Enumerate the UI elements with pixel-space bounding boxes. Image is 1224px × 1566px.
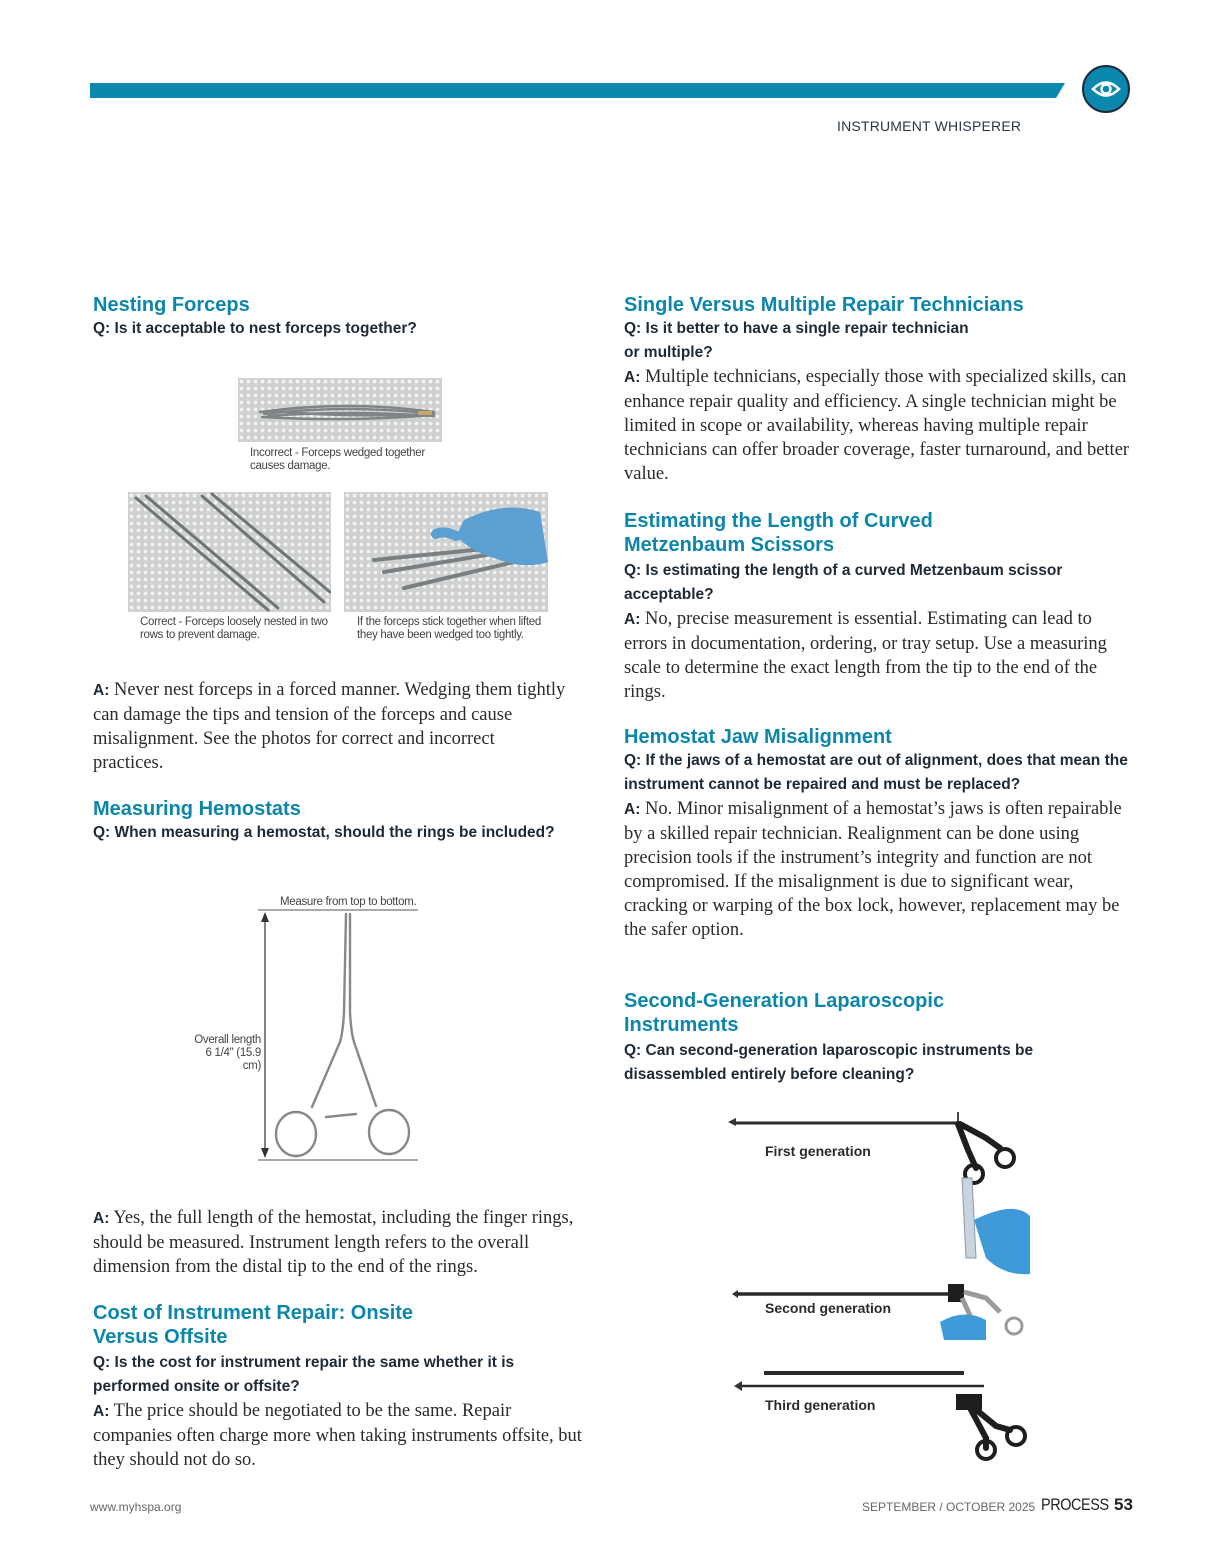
page-number: 53 (1114, 1495, 1133, 1514)
laparoscopic-title-line1: Second-Generation Laparoscopic (624, 990, 945, 1012)
cost-title-line2: Versus Offsite (93, 1326, 228, 1348)
metzenbaum-title-line1: Estimating the Length of Curved (624, 510, 933, 532)
first-generation-label: First generation (765, 1143, 871, 1159)
overall-length-value: 6 1/4" (15.9 cm) (205, 1047, 261, 1072)
eye-icon (1082, 65, 1130, 113)
caption-stick-line1: If the forceps stick together when lifted (357, 616, 541, 628)
technicians-question-line2: or multiple? (624, 344, 713, 361)
cost-question: Q: Is the cost for instrument repair the same whether it is performed onsite or offsite? (93, 1354, 515, 1395)
nesting-question: Q: Is it acceptable to nest forceps together? (93, 320, 417, 337)
overall-length-label: Overall length (194, 1034, 261, 1046)
laparoscopic-question: Q: Can second-generation laparoscopic instruments be disassembled entirely before cleaning? (624, 1042, 1034, 1083)
measure-top-label: Measure from top to bottom. (280, 896, 417, 908)
third-generation-label: Third generation (765, 1397, 876, 1413)
metzenbaum-title-line2: Metzenbaum Scissors (624, 534, 835, 556)
metzenbaum-answer: A: No, precise measurement is essential. Estimating can lead to errors in documentation, ordering, or tray setup. Use a measuring scale to determine the exact length from the tip to the end of the rings. (624, 609, 1107, 702)
technicians-question-line1: Q: Is it better to have a single repair technician (624, 320, 969, 337)
caption-incorrect-line1: Incorrect - Forceps wedged together (250, 447, 425, 459)
footer-magazine: PROCESS (1041, 1495, 1109, 1514)
measuring-question: Q: When measuring a hemostat, should the rings be included? (93, 824, 555, 841)
third-generation-instrument (734, 1373, 1025, 1459)
laparoscopic-generations-figure (724, 1108, 1044, 1470)
header-bar (90, 83, 1065, 98)
misalignment-title: Hemostat Jaw Misalignment (624, 726, 892, 748)
footer-url: www.myhspa.org (90, 1500, 182, 1514)
measuring-answer: A: Yes, the full length of the hemostat, including the finger rings, should be measured. Instrument length refers to the overall dimension from the distal tip to the end of the rings. (93, 1208, 574, 1277)
caption-correct-line1: Correct - Forceps loosely nested in two (140, 616, 328, 628)
technicians-answer: A: Multiple technicians, especially those with specialized skills, can enhance repair quality and efficiency. A single technician might be limited in scope or availability, whereas having multiple repair technicians can offer broader coverage, faster turnaround, and better value. (624, 367, 1130, 484)
laparoscopic-title-line2: Instruments (624, 1014, 739, 1036)
nesting-answer: A: Never nest forceps in a forced manner. Wedging them tightly can damage the tips and tension of the forceps and cause misalignment. See the photos for correct and incorrect practices. (93, 680, 566, 773)
hemostat-measure-figure (180, 892, 430, 1167)
cost-title-line1: Cost of Instrument Repair: Onsite (93, 1302, 414, 1324)
misalignment-question: Q: If the jaws of a hemostat are out of alignment, does that mean the instrument cannot be repaired and must be replaced? (624, 752, 1128, 793)
caption-correct-line2: rows to prevent damage. (140, 629, 260, 641)
stuck-forceps-photo (344, 492, 548, 612)
misalignment-answer: A: No. Minor misalignment of a hemostat’s jaws is often repairable by a skilled repair technician. Realignment can be done using precision tools if the instrument’s integrity and function are not compromised. If the misalignment is due to significant wear, cracking or warping of the box lock, however, replacement may be the safer option. (624, 799, 1122, 940)
section-label: INSTRUMENT WHISPERER (837, 118, 1022, 134)
footer-issue: SEPTEMBER / OCTOBER 2025 (862, 1500, 1036, 1514)
second-generation-label: Second generation (765, 1300, 892, 1316)
measuring-hemostats-title: Measuring Hemostats (93, 798, 301, 820)
nesting-forceps-title: Nesting Forceps (93, 294, 250, 316)
technicians-title: Single Versus Multiple Repair Technicians (624, 294, 1024, 316)
metzenbaum-question: Q: Is estimating the length of a curved Metzenbaum scissor acceptable? (624, 562, 1063, 603)
caption-incorrect-line2: causes damage. (250, 460, 331, 472)
cost-answer: A: The price should be negotiated to be the same. Repair companies often charge more when taking instruments offsite, but they should not do so. (93, 1401, 582, 1470)
incorrect-forceps-photo (238, 378, 442, 442)
correct-forceps-photo (128, 492, 331, 612)
caption-stick-line2: they have been wedged too tightly. (357, 629, 524, 641)
